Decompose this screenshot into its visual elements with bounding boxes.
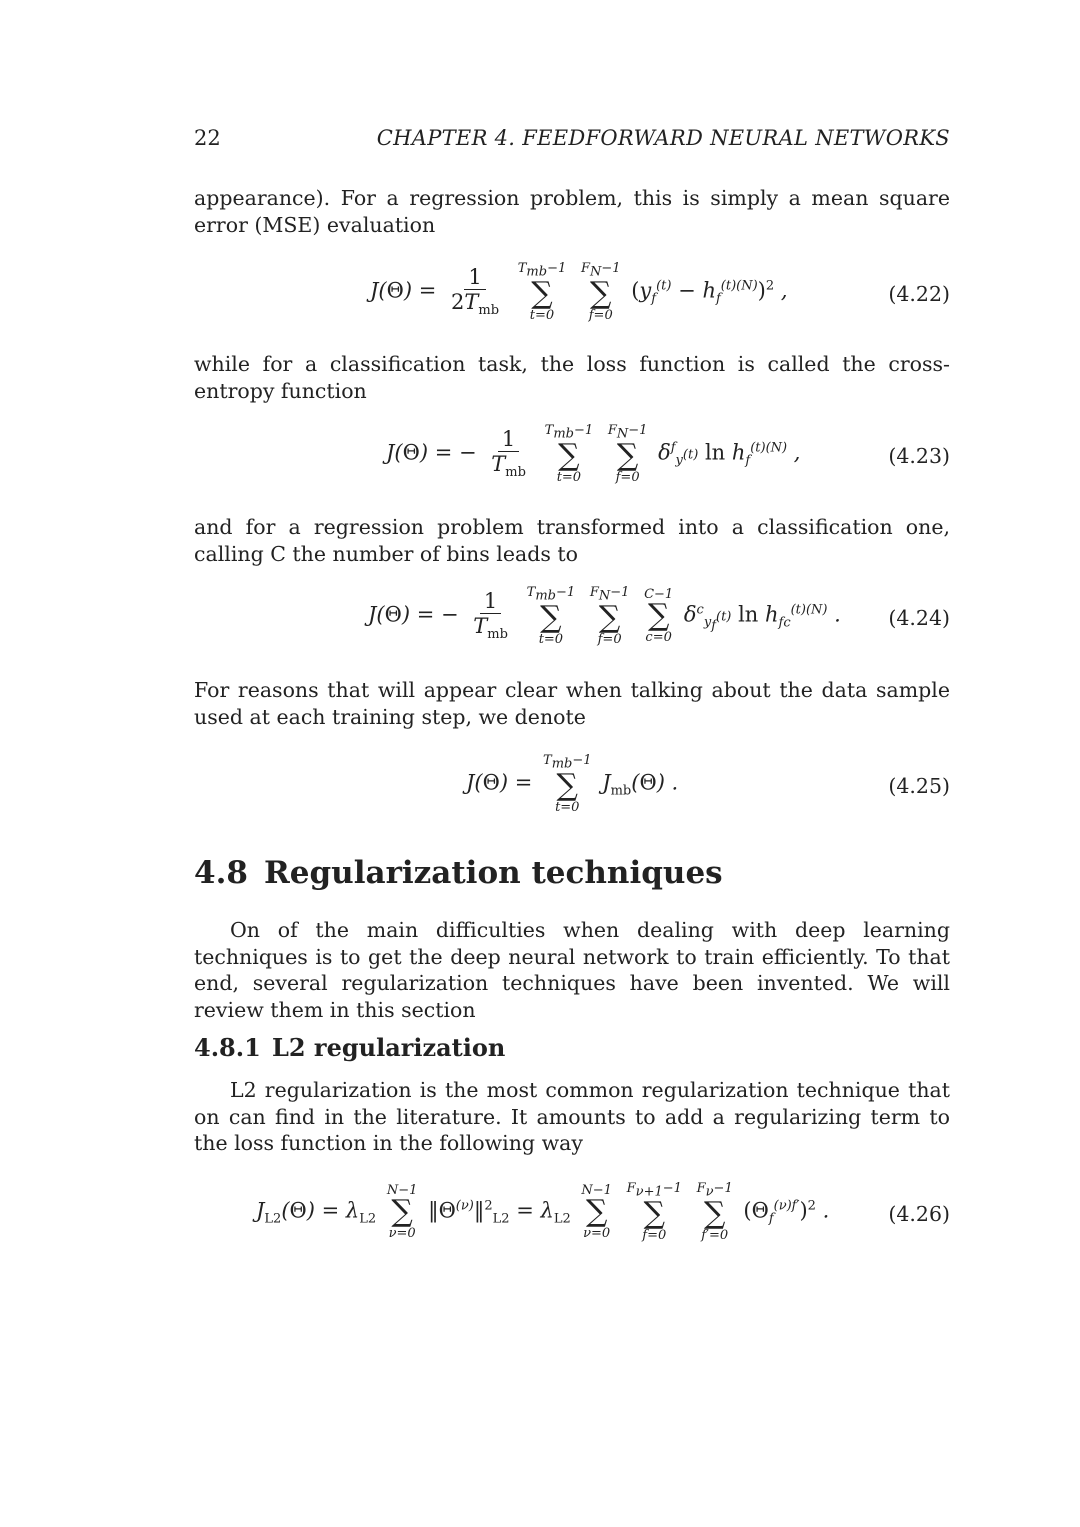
page-number: 22 bbox=[194, 126, 221, 150]
subsection-heading-4-8-1 bbox=[194, 1033, 505, 1062]
equation-4-22-body: J(Θ) = $\frac{1}{2T_{mb}}$ $T_{mb}-1$ ∑ t=0 $F_N-1$ ∑ f=0 $(y_f^{(t)} - h_f^{(t)(N)})^2$ , bbox=[370, 261, 788, 323]
paragraph-regularization-intro: On of the main difficulties when dealing with deep learning techniques is to get the deep neural network to train efficiently. To that end, several regularization techniques have been invented. We will review them in this section bbox=[194, 918, 950, 1022]
subsection-number: 4.8.1 bbox=[194, 1033, 261, 1062]
equation-4-24-body: J(Θ) = − $\frac{1}{T_{mb}}$ $T_{mb}-1$ ∑ t=0 $F_N-1$ ∑ f=0 C−1 ∑ c=0 $\delta^c_{y_f^{(t)}}$ $\ln h_{fc}^{(t)(N)}$ . bbox=[368, 585, 841, 647]
equation-number: (4.25) bbox=[888, 774, 950, 798]
paragraph-cross-entropy-intro: while for a classification task, the loss function is called the cross-entropy function bbox=[194, 352, 950, 403]
equation-number: (4.23) bbox=[888, 444, 950, 468]
equation-4-25-body: J(Θ) = $T_{mb}-1$ ∑ t=0 $J_{mb}(\Theta)$ . bbox=[466, 753, 679, 815]
running-head bbox=[194, 126, 950, 156]
equation-4-26-body: $J_{L2}(\Theta) = \lambda_{L2}$ N−1 ∑ ν=0 $‖\Theta^{(\nu)}‖^2_{L2} = \lambda_{L2}$ N−1 ∑ ν=0 $F_{\nu+1}-1$ ∑ f=0 $F_\nu-1$ ∑ f′=0 $(\Theta_f^{(\nu)f'})^2$ . bbox=[256, 1181, 830, 1243]
equation-4-25 bbox=[194, 752, 950, 824]
paragraph-denote-intro: For reasons that will appear clear when talking about the data sample used at each training step, we denote bbox=[194, 678, 950, 729]
equation-4-26 bbox=[194, 1178, 950, 1254]
section-title: Regularization techniques bbox=[264, 855, 723, 891]
subsection-title: L2 regularization bbox=[272, 1033, 506, 1062]
paragraph-mse-intro: appearance). For a regression problem, this is simply a mean square error (MSE) evaluation bbox=[194, 186, 950, 237]
equation-number: (4.26) bbox=[888, 1202, 950, 1226]
equation-4-23-body: J(Θ) = − $\frac{1}{T_{mb}}$ $T_{mb}-1$ ∑ t=0 $F_N-1$ ∑ f=0 $\delta^f_{y^{(t)}}$ $\ln h_f^{(t)(N)}$ , bbox=[386, 423, 801, 485]
section-number: 4.8 bbox=[194, 855, 248, 891]
paragraph-l2-intro: L2 regularization is the most common regularization technique that on can find in the literature. It amounts to add a regularizing term to the loss function in the following way bbox=[194, 1078, 950, 1155]
equation-4-23 bbox=[194, 420, 950, 496]
equation-number: (4.22) bbox=[888, 282, 950, 306]
paragraph-bins-intro: and for a regression problem transformed into a classification one, calling C the number of bins leads to bbox=[194, 515, 950, 566]
equation-4-22 bbox=[194, 258, 950, 334]
chapter-title: CHAPTER 4. FEEDFORWARD NEURAL NETWORKS bbox=[376, 126, 950, 150]
equation-number: (4.24) bbox=[888, 606, 950, 630]
equation-4-24 bbox=[194, 582, 950, 658]
section-heading-4-8 bbox=[194, 855, 723, 891]
